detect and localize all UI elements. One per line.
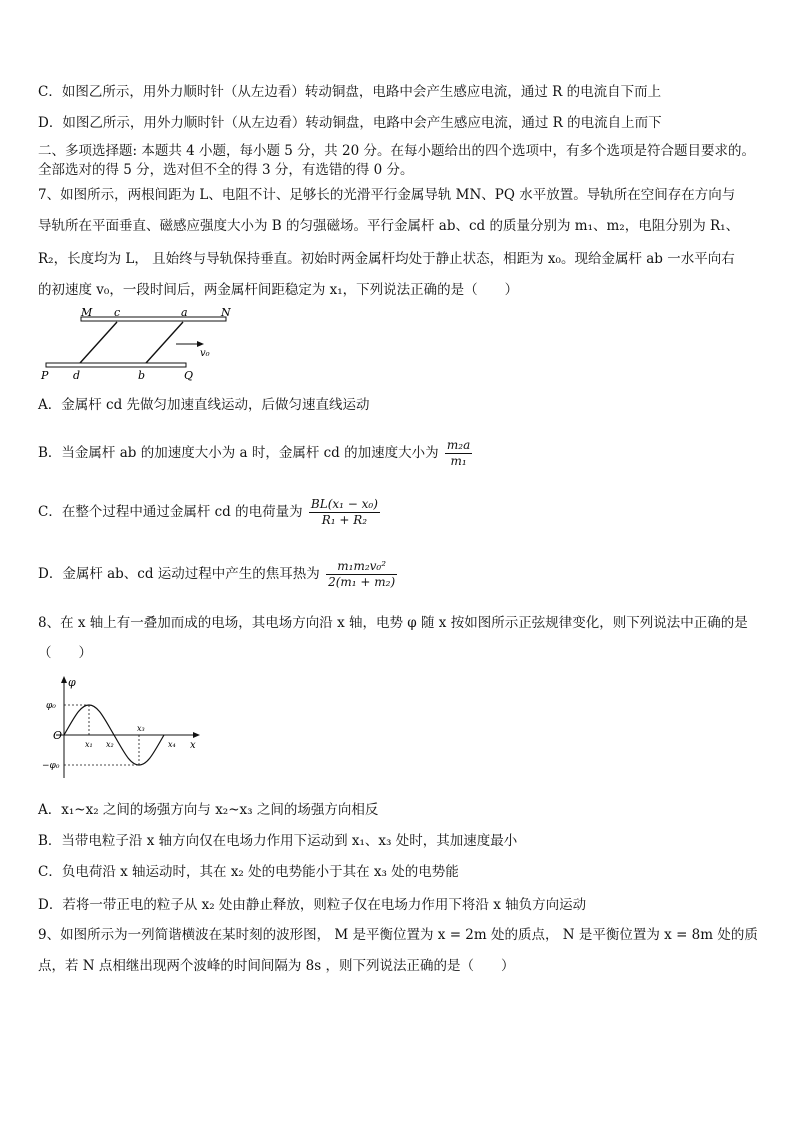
label-c: c xyxy=(114,308,121,319)
q7-option-c: C．在整个过程中通过金属杆 cd 的电荷量为 xyxy=(38,504,303,520)
q8-option-a: A．x₁~x₂ 之间的场强方向与 x₂~x₃ 之间的场强方向相反 xyxy=(38,802,379,818)
label-phi0: φ₀ xyxy=(46,701,56,711)
label-x2: x₂ xyxy=(106,740,114,749)
label-m: M xyxy=(81,308,93,319)
label-n: N xyxy=(221,308,231,319)
label-x3: x₃ xyxy=(137,724,145,733)
option-c-q6: C．如图乙所示，用外力顺时针（从左边看）转动铜盘，电路中会产生感应电流，通过 R 的电流自下而上 xyxy=(38,84,662,100)
formula-b-numerator: m₂a xyxy=(446,438,471,452)
option-d-q6: D．如图乙所示，用外力顺时针（从左边看）转动铜盘，电路中会产生感应电流，通过 R 的电流自上而下 xyxy=(38,115,662,131)
formula-d-numerator: m₁m₂v₀² xyxy=(326,559,397,575)
q7-option-c-row xyxy=(38,495,380,529)
label-b: b xyxy=(138,369,146,382)
q8-text-2: （ ） xyxy=(38,645,92,661)
q8-figure xyxy=(40,674,210,784)
label-v0: v₀ xyxy=(200,348,210,359)
rail-pq xyxy=(46,363,186,367)
q8-option-d: D．若将一带正电的粒子从 x₂ 处由静止释放，则粒子仅在电场力作用下将沿 x 轴负方向运动 xyxy=(38,897,587,913)
q9-text-2: 点，若 N 点相继出现两个波峰的时间间隔为 8s ，则下列说法正确的是（ ） xyxy=(38,958,515,974)
label-x4: x₄ xyxy=(168,740,176,749)
label-phi: φ xyxy=(68,676,76,689)
label-a: a xyxy=(181,308,188,319)
phi-axis-arrow-icon xyxy=(61,676,67,683)
label-q: Q xyxy=(184,369,194,382)
label-d: d xyxy=(73,369,81,382)
formula-c-numerator: BL(x₁ − x₀) xyxy=(310,497,378,511)
label-x: x xyxy=(190,740,196,751)
q7-text-4: 的初速度 v₀，一段时间后，两金属杆间距稳定为 x₁，下列说法正确的是（ ） xyxy=(38,282,519,298)
q8-option-c: C．负电荷沿 x 轴运动时，其在 x₂ 处的电势能小于其在 x₃ 处的电势能 xyxy=(38,864,459,880)
formula-d-denominator: 2(m₁ + m₂) xyxy=(328,575,396,589)
label-p: P xyxy=(41,369,49,382)
arrow-head-icon xyxy=(197,341,204,347)
label-x1: x₁ xyxy=(85,740,93,749)
q8-text-1: 8、在 x 轴上有一叠加而成的电场，其电场方向沿 x 轴，电势 φ 随 x 按如图所示正弦规律变化，则下列说法中正确的是 xyxy=(38,615,748,631)
label-origin: O xyxy=(53,729,63,742)
q7-option-d-row xyxy=(38,557,397,591)
label-neg-phi0: −φ₀ xyxy=(42,761,60,771)
q9-text-1: 9、如图所示为一列简谐横波在某时刻的波形图， M 是平衡位置为 x = 2m 处的质点， N 是平衡位置为 x = 8m 处的质 xyxy=(38,927,758,943)
q7-option-b: B．当金属杆 ab 的加速度大小为 a 时，金属杆 cd 的加速度大小为 xyxy=(38,445,439,461)
formula-b-denominator: m₁ xyxy=(450,454,467,468)
q7-figure xyxy=(38,308,238,384)
rail-mn xyxy=(81,317,226,321)
q7-text-1: 7、如图所示，两根间距为 L、电阻不计、足够长的光滑平行金属导轨 MN、PQ 水平放置。导轨所在空间存在方向与 xyxy=(38,187,736,203)
formula-b xyxy=(445,438,472,469)
formula-d xyxy=(326,559,397,590)
q7-option-d: D．金属杆 ab、cd 运动过程中产生的焦耳热为 xyxy=(38,566,320,582)
q7-option-b-row xyxy=(38,436,472,470)
formula-c-denominator: R₁ + R₂ xyxy=(321,513,368,527)
x-axis-arrow-icon xyxy=(193,732,200,738)
q7-option-a: A．金属杆 cd 先做匀加速直线运动，后做匀速直线运动 xyxy=(38,397,370,413)
q7-text-2: 导轨所在平面垂直、磁感应强度大小为 B 的匀强磁场。平行金属杆 ab、cd 的质量分别为 m₁、m₂，电阻分别为 R₁、 xyxy=(38,218,740,234)
q8-option-b: B．当带电粒子沿 x 轴方向仅在电场力作用下运动到 x₁、x₃ 处时，其加速度最小 xyxy=(38,833,518,849)
q7-text-3: R₂，长度均为 L， 且始终与导轨保持垂直。初始时两金属杆均处于静止状态，相距为 x₀。现给金属杆 ab 一水平向右 xyxy=(38,251,735,267)
rod-cd xyxy=(80,322,117,363)
rod-ab xyxy=(146,322,183,363)
formula-c xyxy=(309,497,380,528)
section-scoring: 全部选对的得 5 分，选对但不全的得 3 分，有选错的得 0 分。 xyxy=(38,162,414,178)
section-heading: 二、多项选择题: 本题共 4 小题，每小题 5 分，共 20 分。在每小题给出的四个选项中，有多个选项是符合题目要求的。 xyxy=(38,143,755,159)
